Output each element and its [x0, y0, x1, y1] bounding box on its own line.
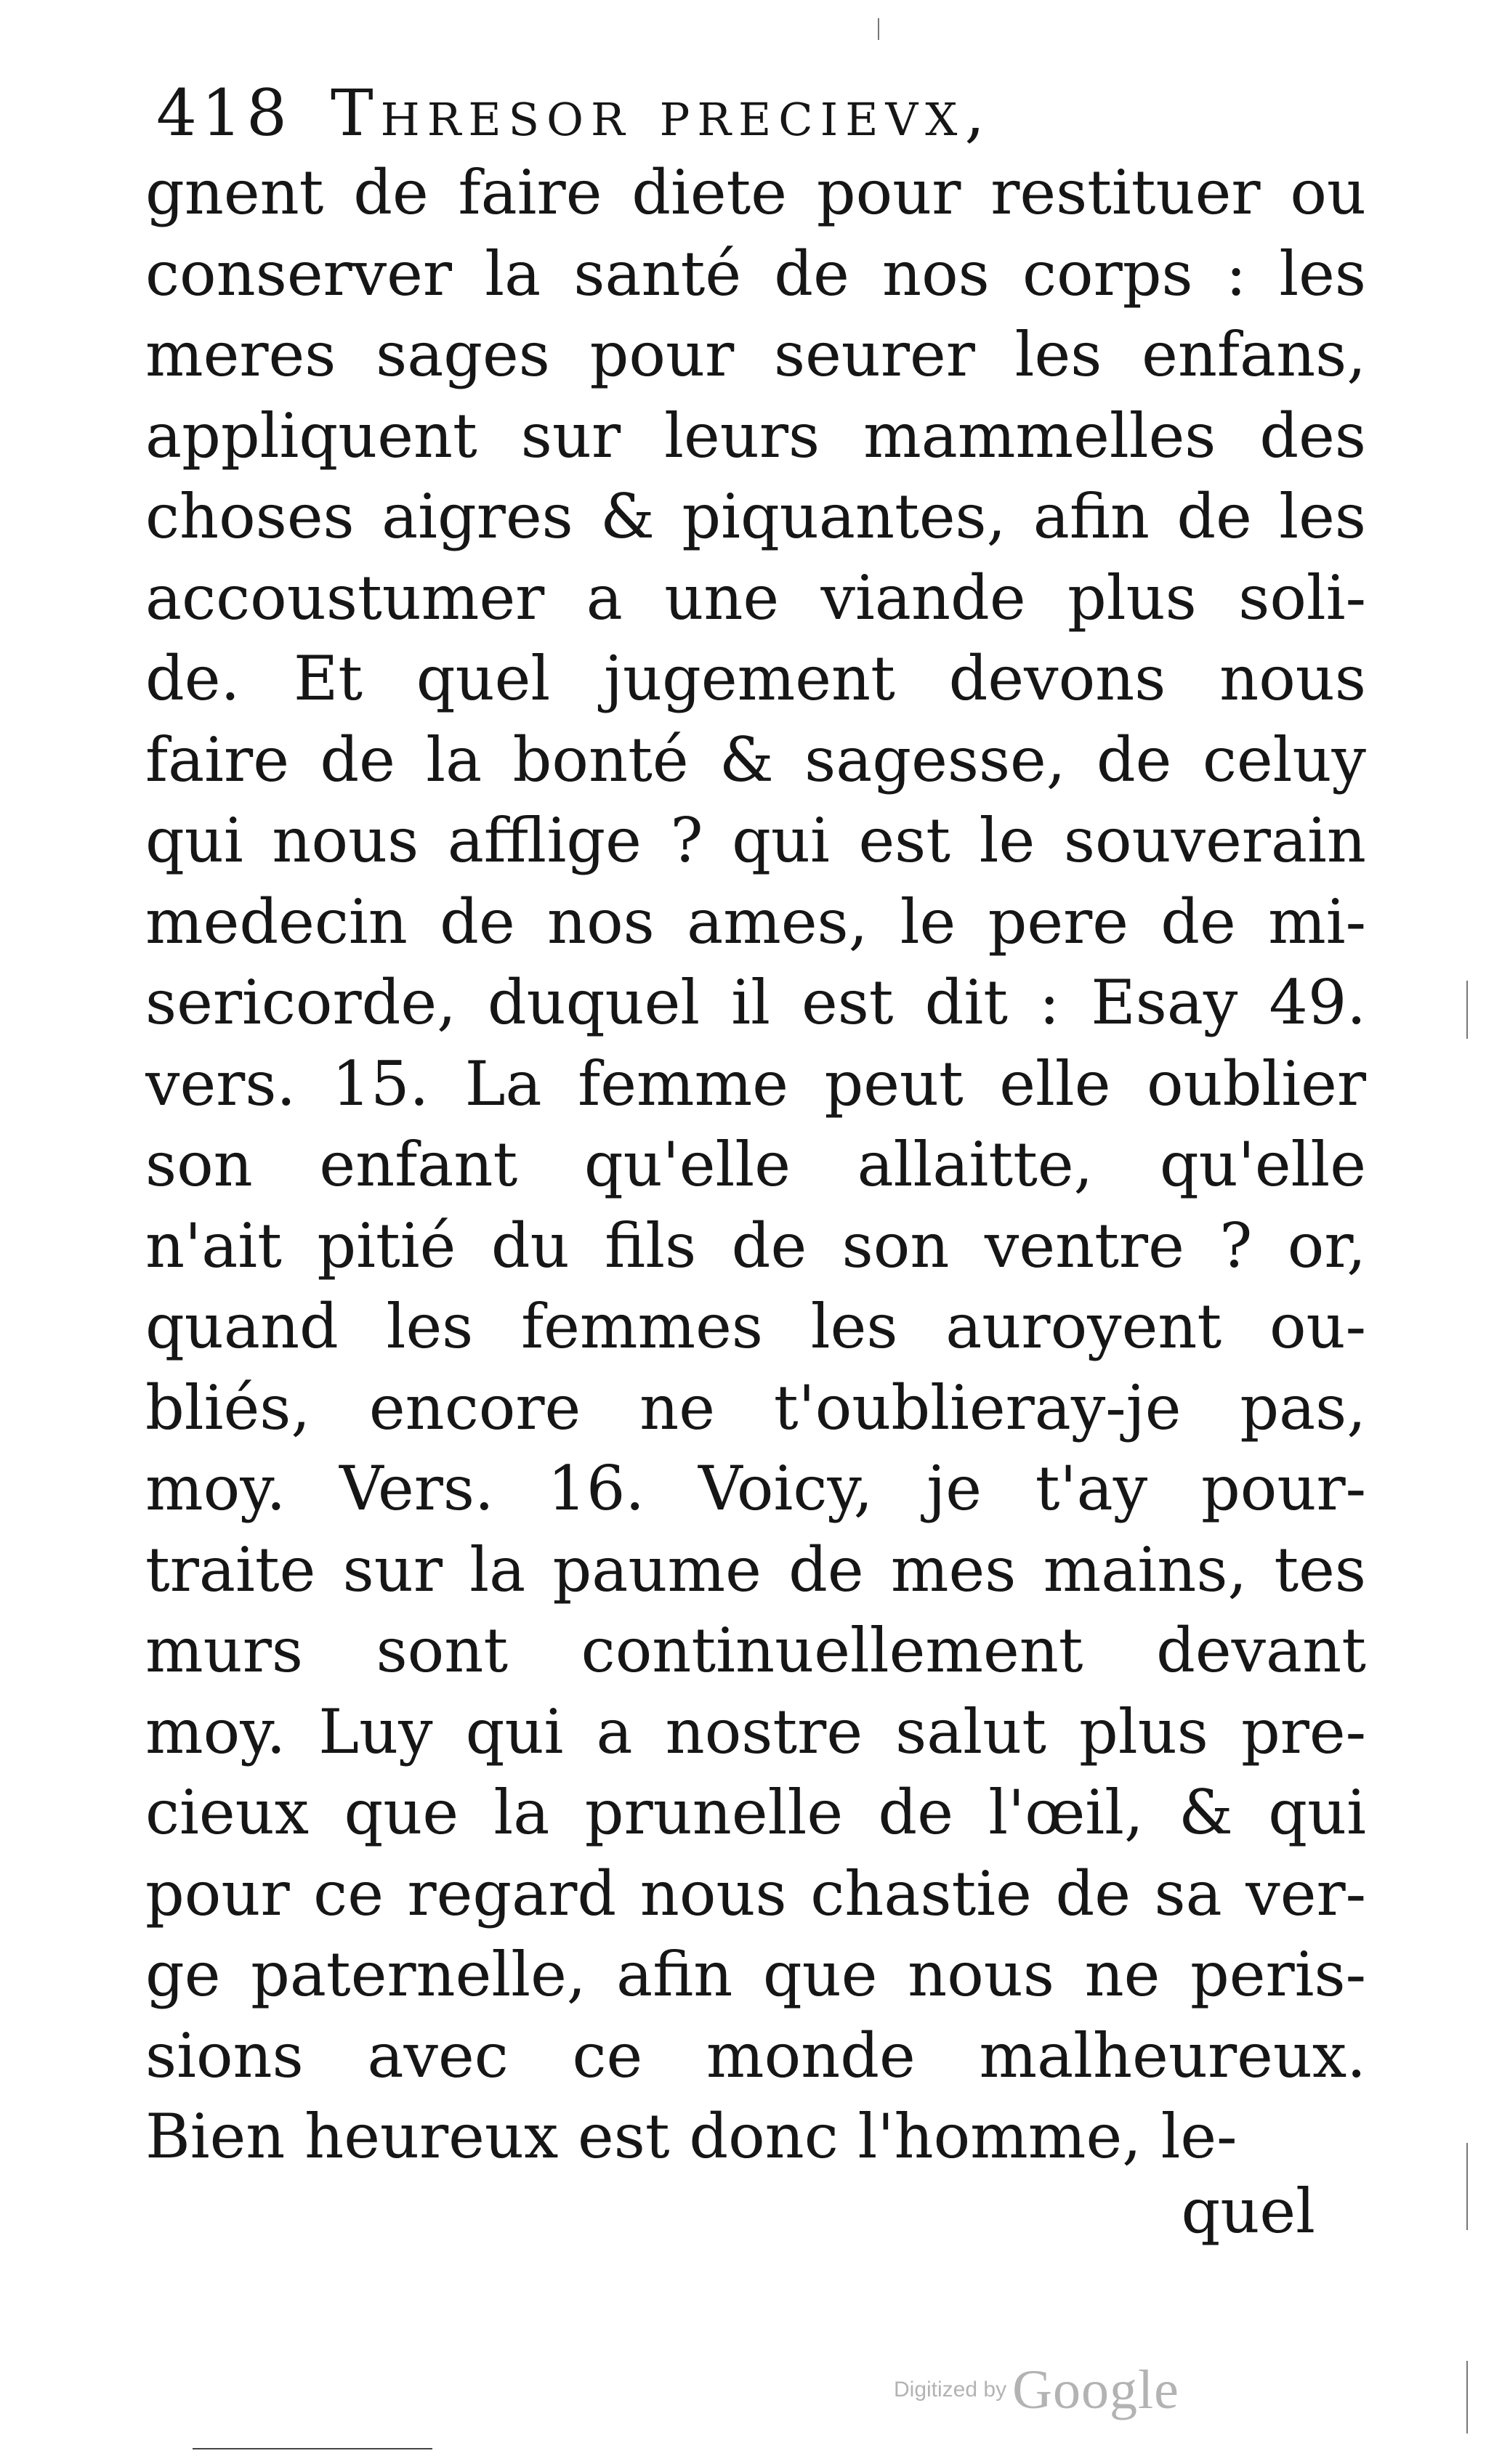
text-line: conserver la santé de nos corps : les: [145, 238, 1366, 309]
text-line: qui nous afflige ? qui est le souverain: [145, 805, 1366, 876]
text-line: medecin de nos ames, le pere de mi-: [145, 885, 1366, 957]
text-line: moy. Vers. 16. Voicy, je t'ay pour-: [145, 1453, 1366, 1524]
text-line: ge paternelle, afin que nous ne peris-: [145, 1939, 1366, 2010]
page-number: 418: [156, 75, 291, 150]
text-line: moy. Luy qui a nostre salut plus pre-: [145, 1695, 1366, 1767]
text-line: appliquent sur leurs mammelles des: [145, 400, 1366, 471]
body-text: [145, 153, 1366, 2178]
text-line: n'ait pitié du fils de son ventre ? or,: [145, 1209, 1366, 1281]
running-title: Thresor precievx,: [330, 75, 993, 150]
text-line: sions avec ce monde malheureux.: [145, 2019, 1366, 2091]
page-edge-mark: [1466, 2143, 1468, 2230]
google-logo: Google: [1012, 2359, 1179, 2420]
text-line: choses aigres & piquantes, afin de les: [145, 481, 1366, 552]
text-line: quand les femmes les auroyent ou-: [145, 1291, 1366, 1362]
page-edge-mark: [1466, 981, 1468, 1039]
running-head: [156, 73, 1333, 153]
text-line: bliés, encore ne t'oublieray-je pas,: [145, 1371, 1366, 1443]
page-edge-mark: [1466, 2361, 1468, 2433]
text-line: traite sur la paume de mes mains, tes: [145, 1533, 1366, 1605]
text-line: son enfant qu'elle allaitte, qu'elle: [145, 1129, 1366, 1200]
text-line: pour ce regard nous chastie de sa ver-: [145, 1857, 1366, 1929]
text-line: meres sages pour seurer les enfans,: [145, 319, 1366, 390]
text-line: de. Et quel jugement devons nous: [145, 643, 1366, 714]
text-line: cieux que la prunelle de l'œil, & qui: [145, 1777, 1366, 1848]
text-line: vers. 15. La femme peut elle oublier: [145, 1047, 1366, 1119]
text-line: Bien heureux est donc l'homme, le-: [145, 2101, 1237, 2172]
text-line: faire de la bonté & sagesse, de celuy: [145, 724, 1366, 795]
text-line: gnent de faire diete pour restituer ou: [145, 157, 1366, 228]
digitization-watermark: [894, 2361, 1206, 2419]
page-edge-mark: [878, 18, 879, 40]
digitized-by-label: Digitized by: [894, 2378, 1007, 2402]
text-line: sericorde, duquel il est dit : Esay 49.: [145, 967, 1366, 1038]
text-line: accoustumer a une viande plus soli-: [145, 562, 1366, 633]
bottom-rule: [193, 2448, 432, 2449]
text-line: murs sont continuellement devant: [145, 1615, 1366, 1686]
catchword: quel: [1181, 2176, 1315, 2247]
